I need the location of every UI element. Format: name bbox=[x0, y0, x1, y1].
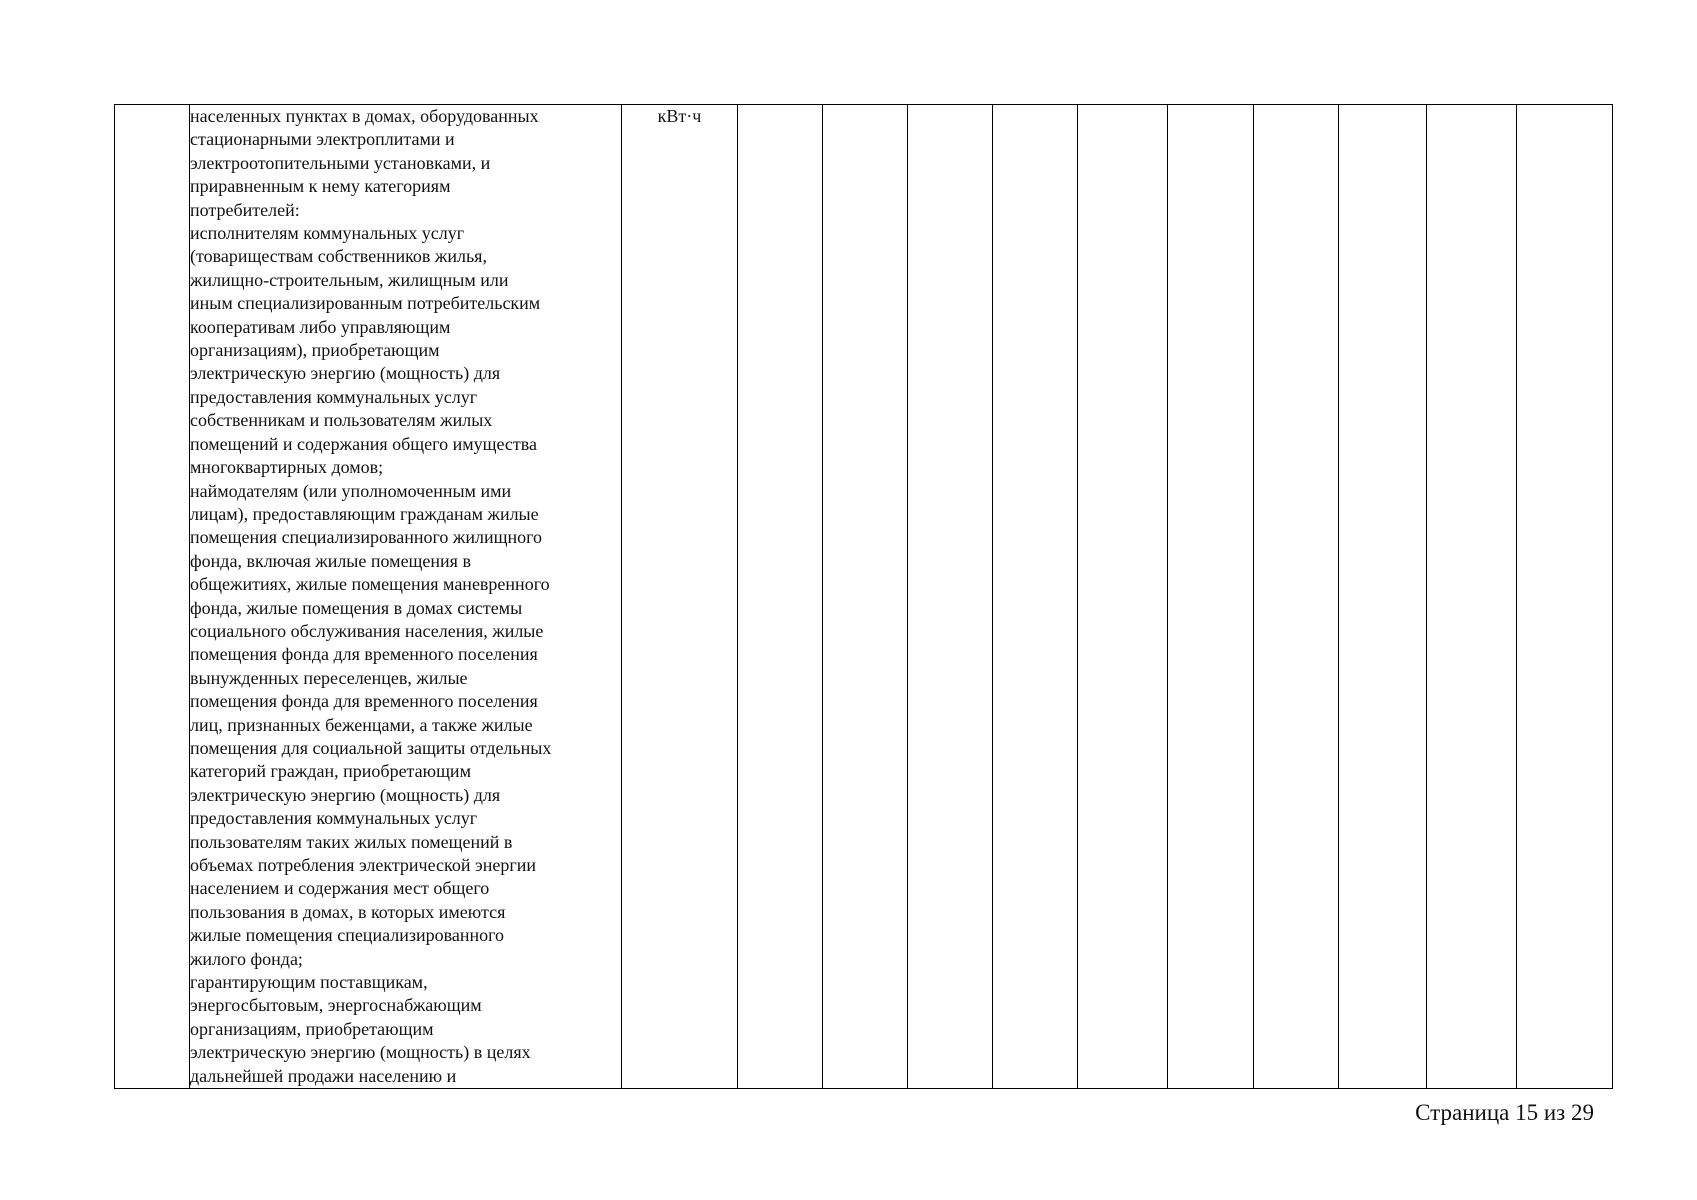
unit-label: кВт·ч bbox=[657, 106, 702, 126]
description-line: помещения фонда для временного поселения bbox=[190, 691, 538, 712]
description-line: общежитиях, жилые помещения маневренного bbox=[190, 574, 550, 595]
description-line: стационарными электроплитами и bbox=[190, 129, 455, 150]
description-line: предоставления коммунальных услуг bbox=[190, 808, 478, 829]
description-line: помещения для социальной защиты отдельных bbox=[190, 737, 552, 758]
description-line: многоквартирных домов; bbox=[190, 457, 384, 478]
description-text bbox=[190, 105, 621, 1088]
description-line: гарантирующим поставщикам, bbox=[190, 972, 428, 993]
tariff-table bbox=[114, 104, 1613, 1089]
description-line: помещения фонда для временного поселения bbox=[190, 644, 538, 665]
description-line: электрическую энергию (мощность) в целях bbox=[190, 1042, 531, 1063]
description-line: электрическую энергию (мощность) для bbox=[190, 784, 501, 805]
description-line: категорий граждан, приобретающим bbox=[190, 761, 471, 782]
description-line: объемах потребления электрической энергии bbox=[190, 855, 536, 875]
description-line: пользования в домах, в которых имеются bbox=[190, 901, 506, 922]
description-line: лиц, признанных беженцами, а также жилые bbox=[190, 714, 533, 735]
description-line: населением и содержания мест общего bbox=[190, 878, 490, 899]
description-line: пользователям таких жилых помещений в bbox=[190, 831, 513, 852]
value-cell bbox=[1078, 105, 1168, 1089]
description-line: помещений и содержания общего имущества bbox=[190, 433, 538, 454]
description-line: иным специализированным потребительским bbox=[190, 293, 541, 314]
value-cell bbox=[908, 105, 993, 1089]
description-line: жилого фонда; bbox=[190, 948, 303, 969]
value-cell bbox=[1168, 105, 1254, 1089]
value-cell bbox=[823, 105, 908, 1089]
description-line: (товариществам собственников жилья, bbox=[190, 246, 487, 267]
table-row bbox=[115, 105, 1613, 1089]
description-line: электроотопительными установками, и bbox=[190, 152, 491, 173]
value-cell bbox=[1427, 105, 1517, 1089]
description-line: собственникам и пользователям жилых bbox=[190, 410, 493, 431]
description-line: энергосбытовым, энергоснабжающим bbox=[190, 995, 482, 1016]
description-line: помещения специализированного жилищного bbox=[190, 527, 543, 548]
description-line: организациям, приобретающим bbox=[190, 1018, 434, 1039]
description-line: лицам), предоставляющим гражданам жилые bbox=[190, 503, 539, 524]
description-line: жилищно-строительным, жилищным или bbox=[190, 269, 509, 290]
description-line: наймодателям (или уполномоченным ими bbox=[190, 480, 512, 501]
description-line: потребителей: bbox=[190, 199, 300, 220]
page-number: Страница 15 из 29 bbox=[1415, 1100, 1594, 1125]
description-line: фонда, включая жилые помещения в bbox=[190, 550, 471, 571]
value-cell bbox=[1517, 105, 1613, 1089]
value-cell bbox=[1254, 105, 1339, 1089]
value-cell bbox=[993, 105, 1078, 1089]
description-line: социального обслуживания населения, жилые bbox=[190, 620, 544, 641]
description-cell bbox=[190, 105, 622, 1089]
description-line: кооперативам либо управляющим bbox=[190, 316, 451, 337]
value-cell bbox=[738, 105, 823, 1089]
row-number-cell bbox=[115, 105, 190, 1089]
description-line: приравненным к нему категориям bbox=[190, 176, 451, 197]
description-line: дальнейшей продажи населению и bbox=[190, 1065, 457, 1086]
description-line: исполнителям коммунальных услуг bbox=[190, 223, 465, 244]
unit-cell bbox=[622, 105, 738, 1089]
description-line: населенных пунктах в домах, оборудованных bbox=[190, 106, 539, 126]
description-line: вынужденных переселенцев, жилые bbox=[190, 667, 468, 688]
description-line: жилые помещения специализированного bbox=[190, 925, 505, 946]
description-line: организациям), приобретающим bbox=[190, 340, 440, 361]
description-line: электрическую энергию (мощность) для bbox=[190, 363, 501, 384]
description-line: фонда, жилые помещения в домах системы bbox=[190, 597, 523, 618]
description-line: предоставления коммунальных услуг bbox=[190, 386, 478, 407]
value-cell bbox=[1339, 105, 1427, 1089]
